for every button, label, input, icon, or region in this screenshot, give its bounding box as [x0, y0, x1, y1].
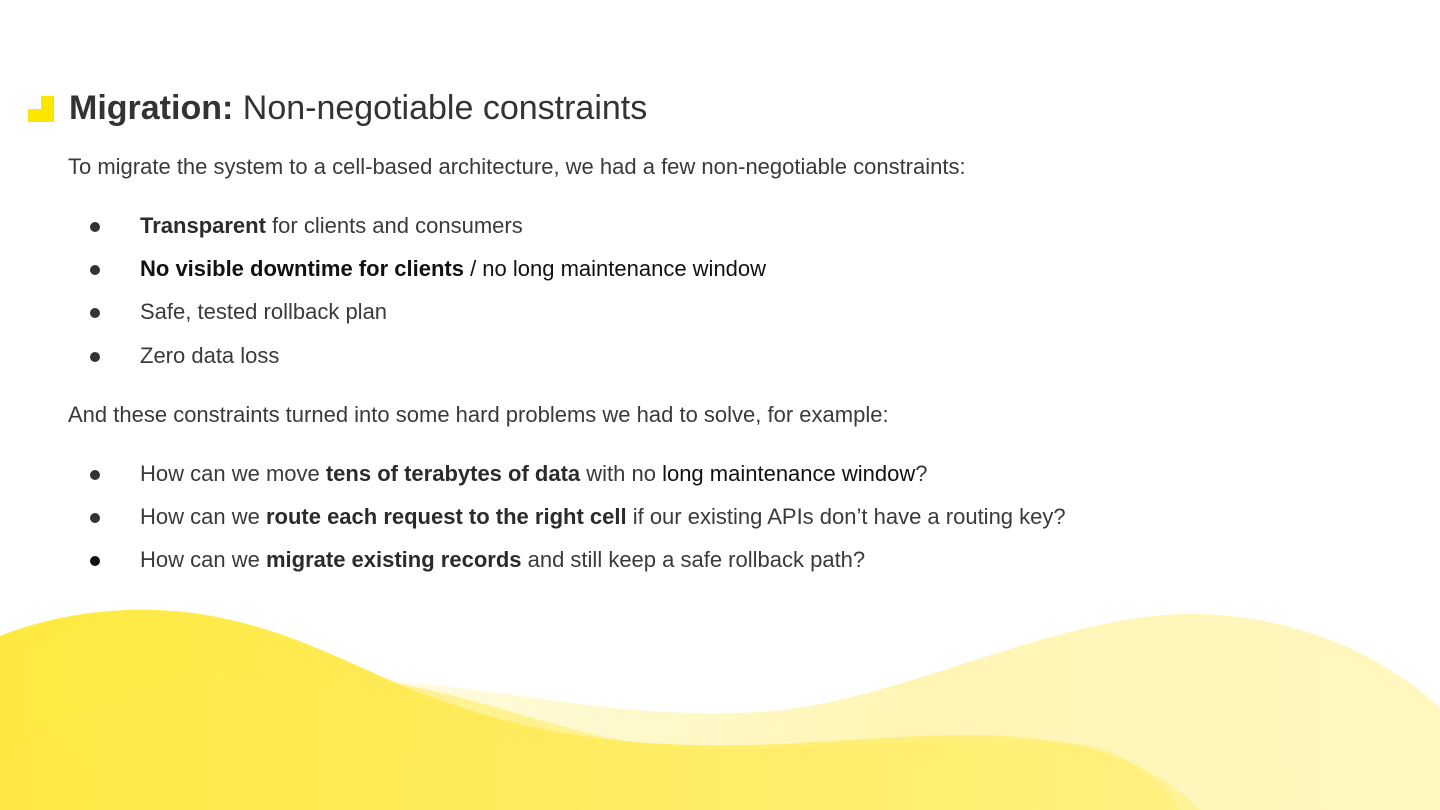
item-mid: with no — [580, 461, 663, 486]
item-pre: How can we — [140, 504, 266, 529]
page-title — [69, 86, 647, 130]
page-title-rest: Non-negotiable constraints — [233, 89, 648, 127]
item-post: and still keep a safe rollback path? — [521, 547, 866, 572]
item-rest: / no long maintenance window — [463, 256, 767, 281]
item-rest: for clients and consumers — [265, 213, 523, 238]
problems-intro-paragraph: And these constraints turned into some hard problems we had to solve, for example: — [68, 402, 889, 427]
list-item-text: Safe, tested rollback plan — [140, 299, 388, 324]
item-pre: How can we move — [140, 461, 326, 486]
item-pre: How can we — [140, 547, 266, 572]
item-bold: route each request to the right cell — [265, 504, 627, 529]
bullet-icon — [90, 513, 100, 523]
list-item-text — [140, 459, 928, 489]
item-bold: No visible downtime for clients — [140, 256, 464, 281]
bullet-icon — [90, 222, 100, 232]
bullet-icon — [90, 265, 100, 275]
list-item-text — [140, 545, 865, 575]
item-post: if our existing APIs don’t have a routing key? — [626, 504, 1066, 529]
item-dark: long maintenance window — [662, 461, 916, 486]
page-title-bold: Migration: — [69, 89, 234, 127]
list-item-text — [140, 211, 523, 241]
list-item-text — [140, 502, 1066, 532]
item-bold: migrate existing records — [265, 547, 522, 572]
item-post: ? — [915, 461, 928, 486]
list-item-text — [140, 254, 766, 284]
item-bold: Transparent — [140, 213, 266, 238]
bullet-icon — [90, 308, 100, 318]
list-item-text: Zero data loss — [140, 343, 280, 368]
bullet-icon — [90, 470, 100, 480]
bullet-icon — [90, 556, 100, 566]
item-bold: tens of terabytes of data — [325, 461, 581, 486]
intro-paragraph: To migrate the system to a cell-based architecture, we had a few non-negotiable constraints: — [68, 154, 966, 179]
bullet-icon — [90, 352, 100, 362]
title-accent-icon — [28, 96, 54, 122]
